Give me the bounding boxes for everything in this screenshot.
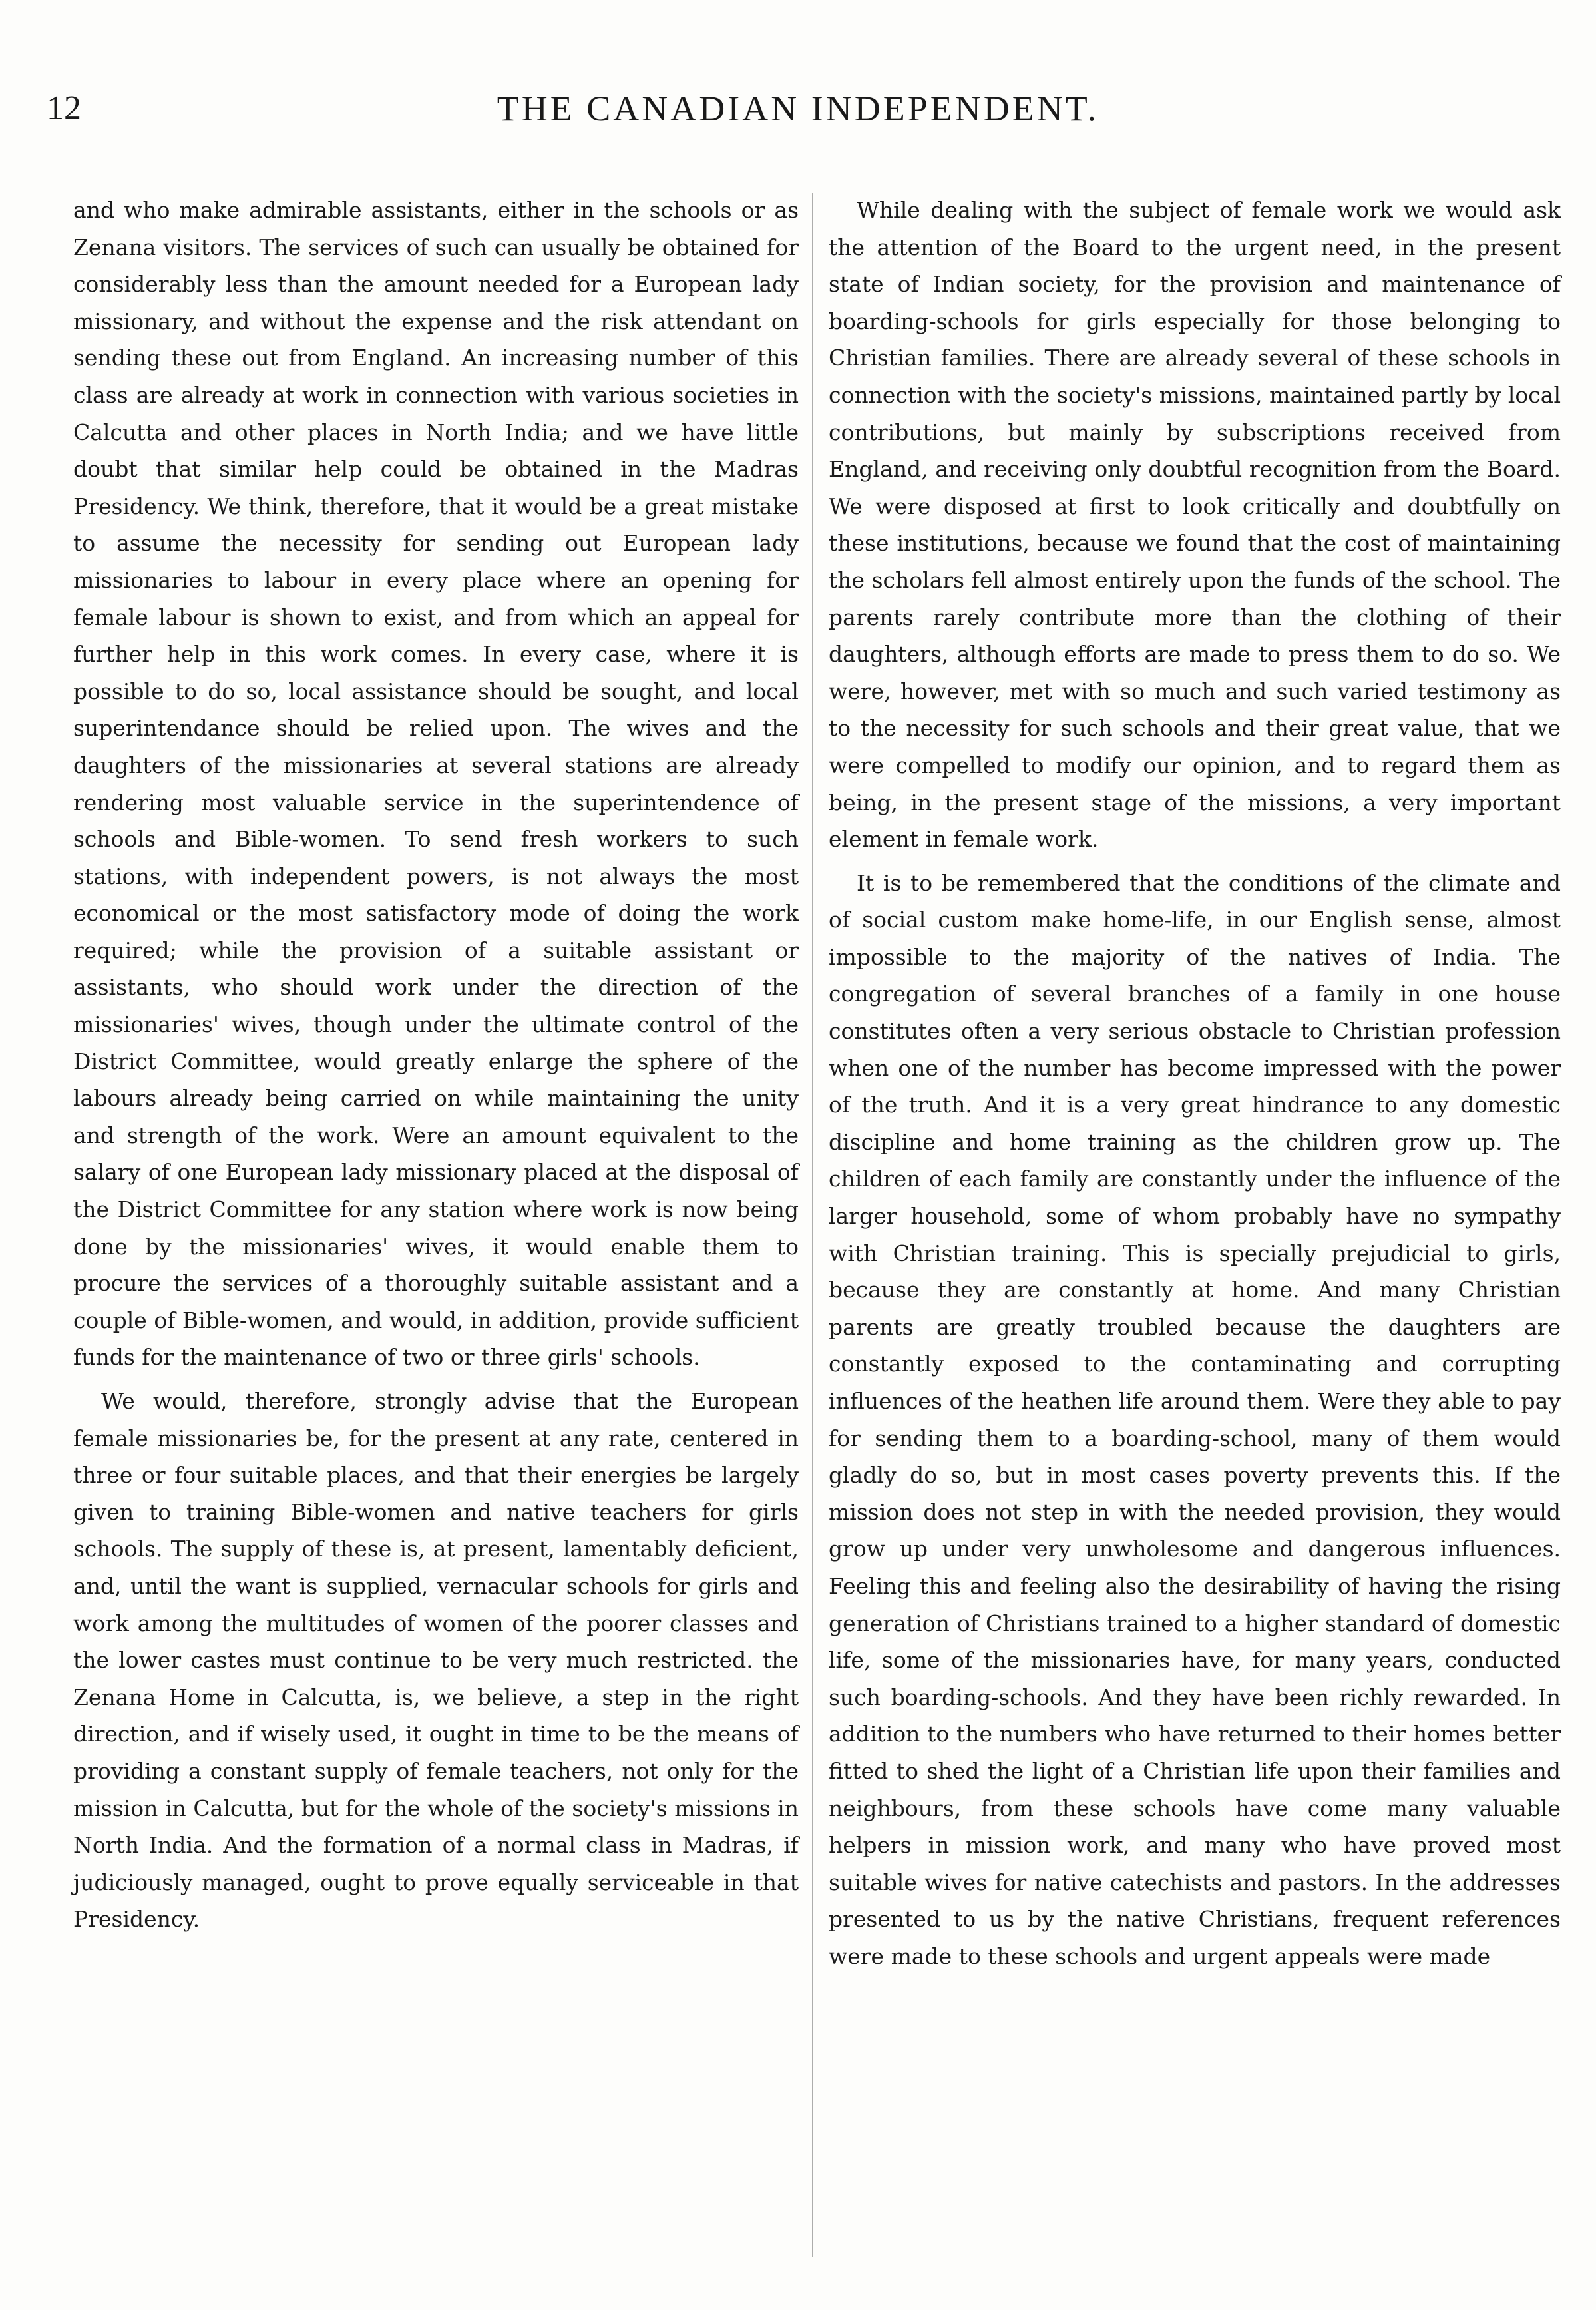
page-header xyxy=(47,79,1549,138)
right-paragraph-2: It is to be remembered that the conditions of the climate and of social custom make home-life, in our English sense, almost impossible to the majority of the natives of India. The congregation of several branches of a family in one house constitutes often a very serious obstacle to Christian profession when one of the number has become impressed with the power of the truth. And it is a very great hindrance to any domestic discipline and home training as the children grow up. The children of each family are constantly under the influence of the larger household, some of whom probably have no sympathy with Christian training. This is specially prejudicial to girls, because they are constantly at home. And many Christian parents are greatly troubled because the daughters are constantly exposed to the contaminating and corrupting influences of the heathen life around them. Were they able to pay for sending them to a boarding-school, many of them would gladly do so, but in most cases poverty prevents this. If the mission does not step in with the needed provision, they would grow up under very unwholesome and dangerous influences. Feeling this and feeling also the desirability of having the rising generation of Christians trained to a higher standard of domestic life, some of the missionaries have, for many years, conducted such boarding-schools. And they have been richly rewarded. In addition to the numbers who have returned to their homes better fitted to shed the light of a Christian life upon their families and neighbours, from these schools have come many valuable helpers in mission work, and many who have proved most suitable wives for native catechists and pastors. In the addresses presented to us by the native Christians, frequent references were made to these schools and urgent appeals were made xyxy=(829,869,1561,1969)
journal-title: THE CANADIAN INDEPENDENT. xyxy=(497,89,1099,128)
right-column xyxy=(829,192,1561,1975)
left-paragraph-2: We would, therefore, strongly advise that the European female missionaries be, for the present at any rate, centered in three or four suitable places, and that their energies be largely given to training Bible-women and native teachers for girls schools. The supply of these is, at present, lamentably deficient, and, until the want is supplied, vernacular schools for girls and work among the multitudes of women of the poorer classes and the lower castes must continue to be very much restricted. the Zenana Home in Calcutta, is, we believe, a step in the right direction, and if wisely used, it ought in time to be the means of providing a constant supply of female teachers, not only for the mission in Calcutta, but for the whole of the society's missions in North India. And the formation of a normal class in Madras, if judiciously managed, ought to prove equally serviceable in that Presidency. xyxy=(73,1388,799,1933)
left-paragraph-1: and who make admirable assistants, either in the schools or as Zenana visitors. The services of such can usually be obtained for considerably less than the amount needed for a European lady missionary, and without the expense and the risk attendant on sending these out from England. An increasing number of this class are already at work in connection with various societies in Calcutta and other places in North India; and we have little doubt that similar help could be obtained in the Madras Presidency. We think, therefore, that it would be a great mistake to assume the necessity for sending out European lady missionaries to labour in every place where an opening for female labour is shown to exist, and from which an appeal for further help in this work comes. In every case, where it is possible to do so, local assistance should be sought, and local superintendance should be relied upon. The wives and the daughters of the missionaries at several stations are already rendering most valuable service in the superintendence of schools and Bible-women. To send fresh workers to such stations, with independent powers, is not always the most economical or the most satisfactory mode of doing the work required; while the provision of a suitable assistant or assistants, who should work under the direction of the missionaries' wives, though under the ultimate control of the District Committee, would greatly enlarge the sphere of the labours already being carried on while maintaining the unity and strength of the work. Were an amount equivalent to the salary of one European lady missionary placed at the disposal of the District Committee for any station where work is now being done by the missionaries' wives, it would enable them to procure the services of a thoroughly suitable assistant and a couple of Bible-women, and would, in addition, provide sufficient funds for the maintenance of two or three girls' schools. xyxy=(73,197,799,1371)
right-paragraph-1: While dealing with the subject of female work we would ask the attention of the Board to the urgent need, in the present state of Indian society, for the provision and maintenance of boarding-schools for girls especially for those belonging to Christian families. There are already several of these schools in connection with the society's missions, maintained partly by local contributions, but mainly by subscriptions received from England, and receiving only doubtful recognition from the Board. We were disposed at first to look critically and doubtfully on these institutions, because we found that the cost of maintaining the scholars fell almost entirely upon the funds of the school. The parents rarely contribute more than the clothing of their daughters, although efforts are made to press them to do so. We were, however, met with so much and such varied testimony as to the necessity for such schools and their great value, that we were compelled to modify our opinion, and to regard them as being, in the present stage of the missions, a very important element in female work. xyxy=(829,197,1561,853)
column-divider xyxy=(812,193,813,2257)
page-number: 12 xyxy=(47,89,81,127)
left-column xyxy=(73,192,799,1938)
